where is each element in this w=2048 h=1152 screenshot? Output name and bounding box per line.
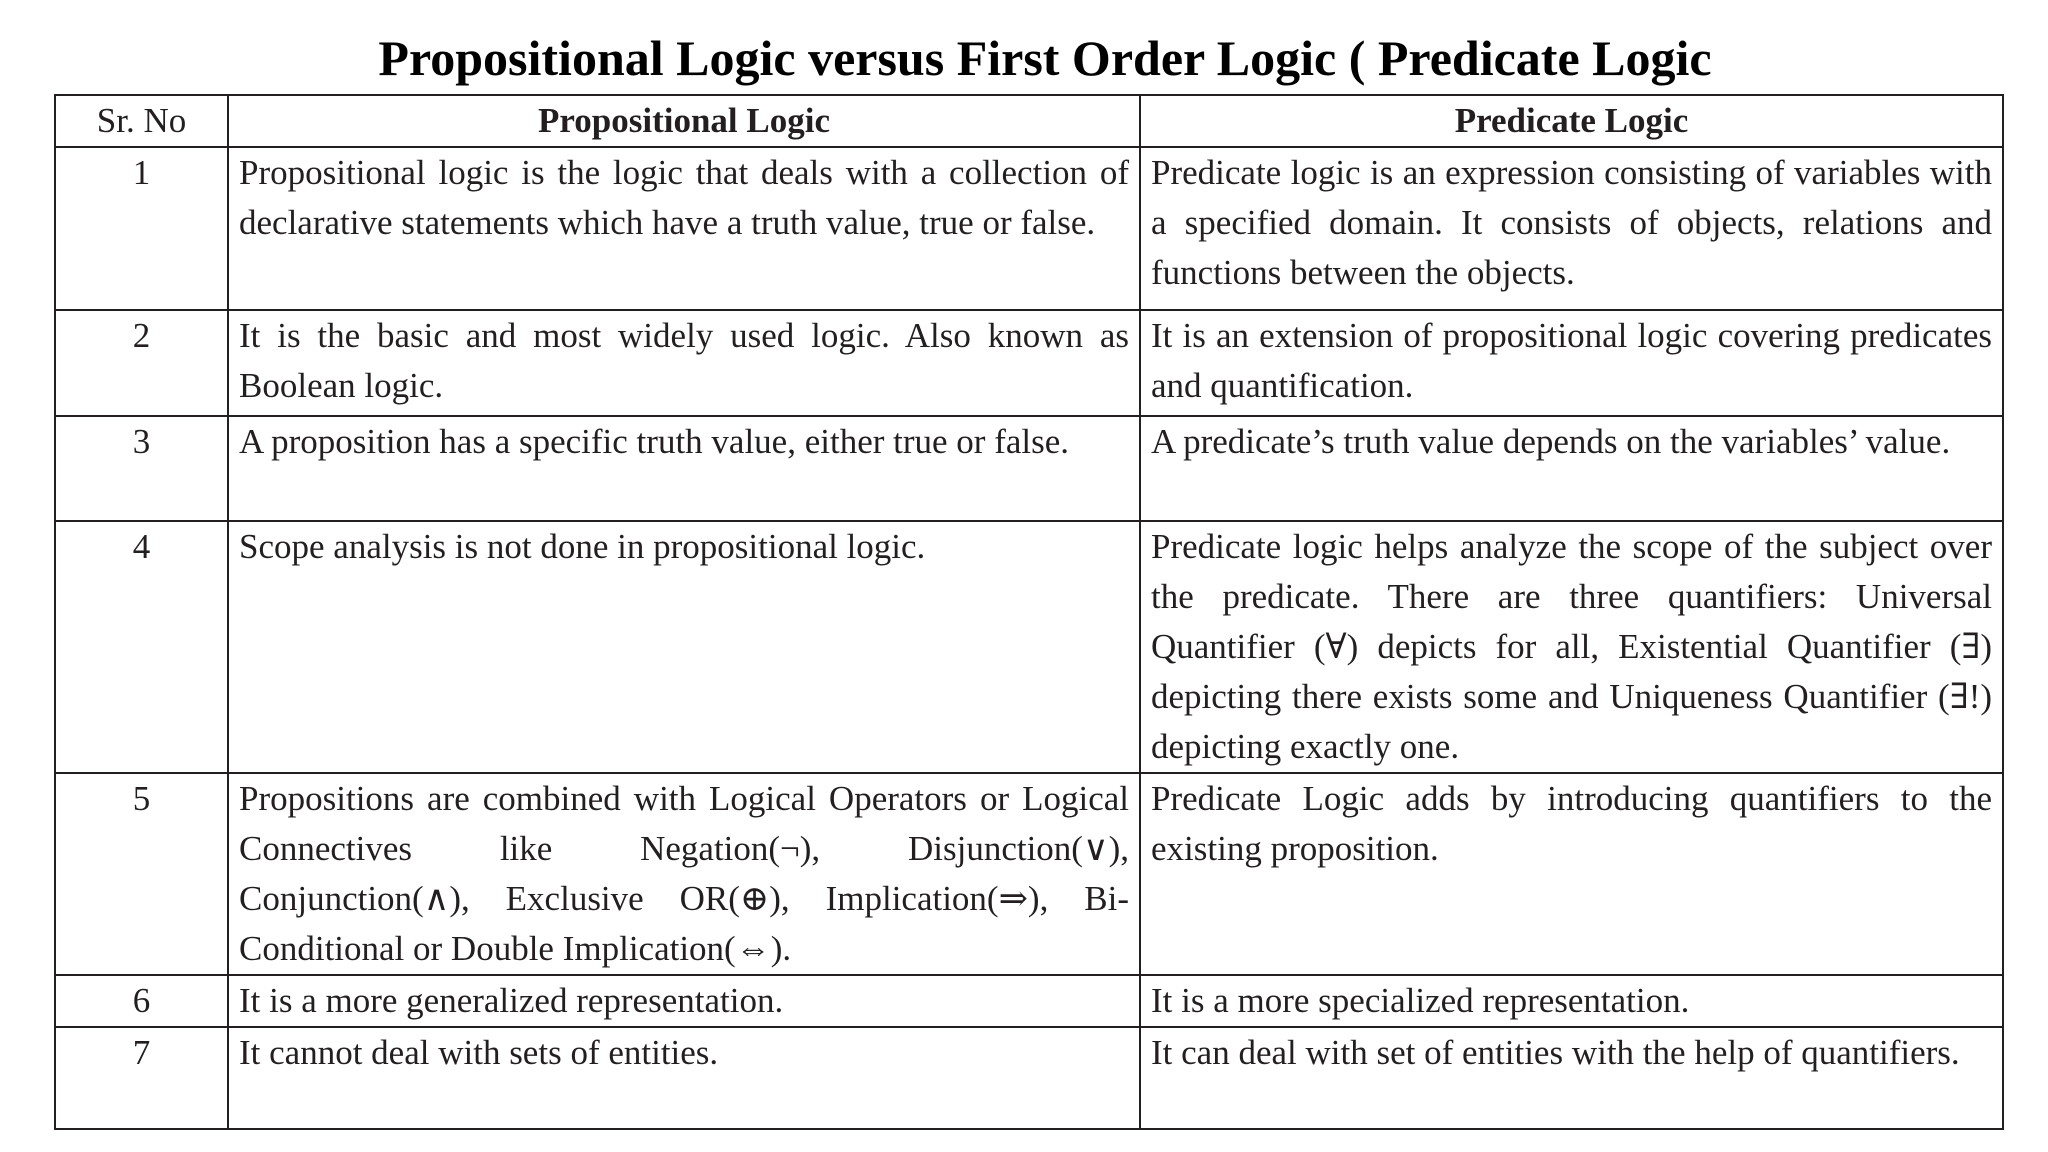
comparison-table: [54, 94, 2004, 1130]
page-title: Propositional Logic versus First Order Logic ( Predicate Logic: [378, 30, 1712, 86]
propositional-cell: Propositional logic is the logic that deals with a collection of declarative statements which have a truth value, true or false.: [228, 147, 1140, 310]
propositional-cell: It cannot deal with sets of entities.: [228, 1027, 1140, 1129]
row-number: 5: [55, 773, 228, 975]
row-number: 2: [55, 310, 228, 416]
propositional-cell: Scope analysis is not done in propositional logic.: [228, 521, 1140, 773]
propositional-cell: Propositions are combined with Logical Operators or Logical Connectives like Negation(¬), Disjunction(∨), Conjunction(∧), Exclusive OR(⊕), Implication(⇒), Bi-Conditional or Double Implication(⇔).: [228, 773, 1140, 975]
propositional-cell: It is a more generalized representation.: [228, 975, 1140, 1027]
propositional-cell: A proposition has a specific truth value, either true or false.: [228, 416, 1140, 521]
table-row: [55, 521, 2003, 773]
predicate-cell: Predicate logic helps analyze the scope of the subject over the predicate. There are three quantifiers: Universal Quantifier (∀) depicts for all, Existential Quantifier (∃) depicting there exists some and Uniqueness Quantifier (∃!) depicting exactly one.: [1140, 521, 2003, 773]
table-row: [55, 416, 2003, 521]
table-row: [55, 1027, 2003, 1129]
header-sr-no: Sr. No: [55, 95, 228, 147]
predicate-cell: It is a more specialized representation.: [1140, 975, 2003, 1027]
table-row: [55, 773, 2003, 975]
row-number: 7: [55, 1027, 228, 1129]
table-row: [55, 147, 2003, 310]
predicate-cell: Predicate Logic adds by introducing quantifiers to the existing proposition.: [1140, 773, 2003, 975]
predicate-cell: A predicate’s truth value depends on the variables’ value.: [1140, 416, 2003, 521]
row-number: 6: [55, 975, 228, 1027]
predicate-cell: It is an extension of propositional logic covering predicates and quantification.: [1140, 310, 2003, 416]
predicate-cell: Predicate logic is an expression consisting of variables with a specified domain. It consists of objects, relations and functions between the objects.: [1140, 147, 2003, 310]
row-number: 1: [55, 147, 228, 310]
row-number: 3: [55, 416, 228, 521]
row-number: 4: [55, 521, 228, 773]
predicate-cell: It can deal with set of entities with the help of quantifiers.: [1140, 1027, 2003, 1129]
table-row: [55, 310, 2003, 416]
table-row: [55, 975, 2003, 1027]
header-predicate-logic: Predicate Logic: [1140, 95, 2003, 147]
table-header-row: [55, 95, 2003, 147]
header-propositional-logic: Propositional Logic: [228, 95, 1140, 147]
propositional-cell: It is the basic and most widely used logic. Also known as Boolean logic.: [228, 310, 1140, 416]
